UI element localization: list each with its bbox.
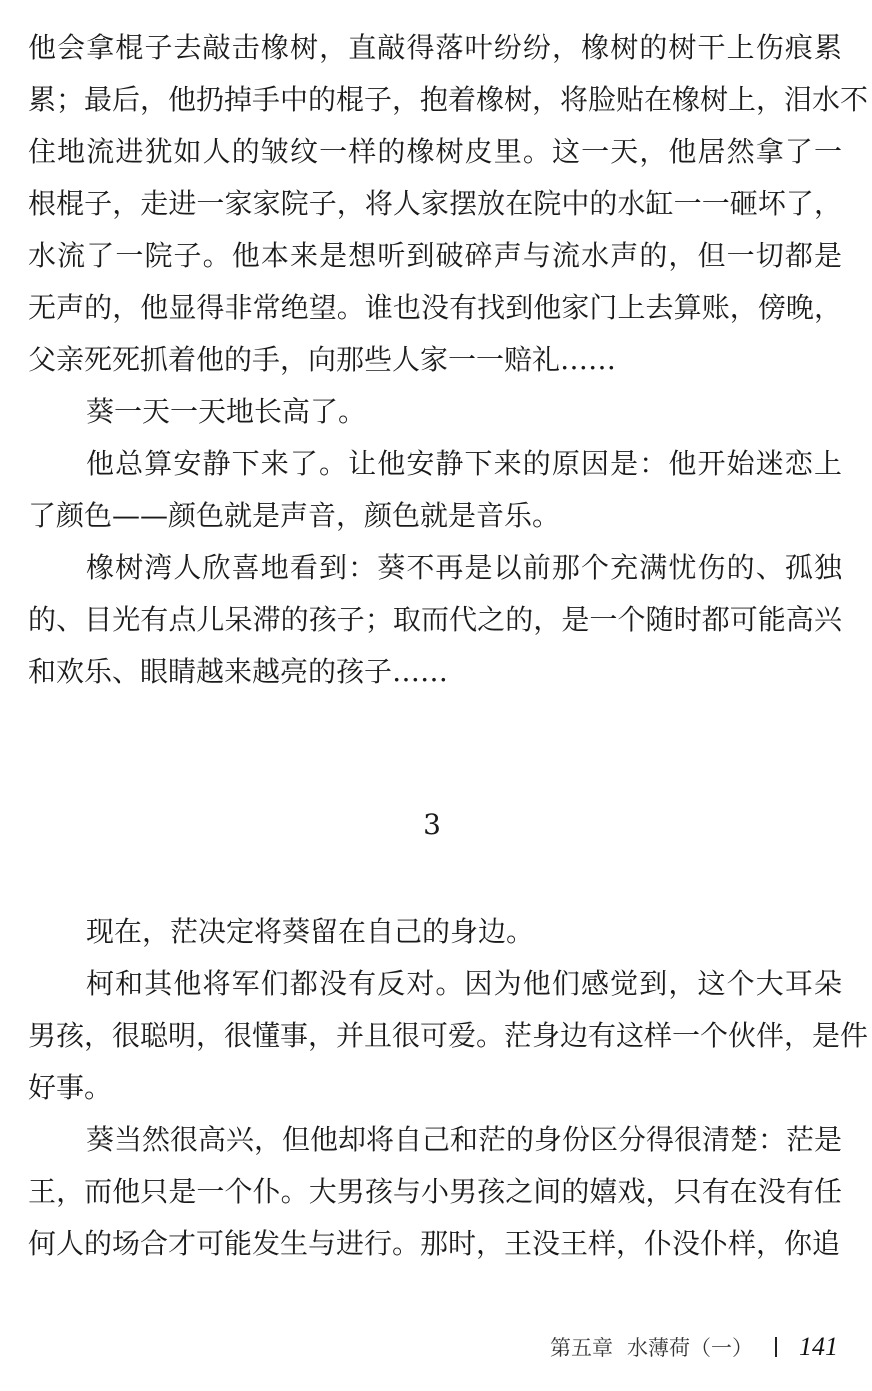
section-number: 3 [423, 808, 441, 841]
text-line: 水流了一院子。他本来是想听到破碎声与流水声的，但一切都是 [28, 239, 842, 272]
text-line: 他总算安静下来了。让他安静下来的原因是：他开始迷恋上 [86, 447, 842, 480]
text-line: 根棍子，走进一家家院子，将人家摆放在院中的水缸一一砸坏了， [28, 187, 842, 220]
text-line: 葵一天一天地长高了。 [86, 395, 367, 428]
text-line: 何人的场合才可能发生与进行。那时，王没王样，仆没仆样，你追 [28, 1227, 841, 1260]
text-line: 无声的，他显得非常绝望。谁也没有找到他家门上去算账，傍晚， [28, 291, 842, 324]
page-number: 141 [799, 1332, 838, 1361]
text-line: 橡树湾人欣喜地看到：葵不再是以前那个充满忧伤的、孤独 [86, 551, 842, 584]
section-1-body [28, 22, 869, 698]
text-line: 父亲死死抓着他的手，向那些人家一一赔礼…… [28, 343, 617, 376]
chapter-title: 水薄荷（一） [627, 1336, 753, 1360]
text-line: 王，而他只是一个仆。大男孩与小男孩之间的嬉戏，只有在没有任 [28, 1175, 842, 1208]
text-line: 好事。 [28, 1071, 113, 1104]
page-footer [550, 1332, 838, 1362]
text-line: 的、目光有点儿呆滞的孩子；取而代之的，是一个随时都可能高兴 [28, 603, 842, 636]
text-line: 和欢乐、眼睛越来越亮的孩子…… [28, 655, 449, 688]
text-line: 葵当然很高兴，但他却将自己和茫的身份区分得很清楚：茫是 [86, 1123, 843, 1156]
text-line: 他会拿棍子去敲击橡树，直敲得落叶纷纷，橡树的树干上伤痕累 [28, 31, 842, 64]
text-line: 现在，茫决定将葵留在自己的身边。 [86, 915, 535, 948]
text-line: 男孩，很聪明，很懂事，并且很可爱。茫身边有这样一个伙伴，是件 [28, 1019, 869, 1052]
chapter-label: 第五章 [550, 1336, 613, 1360]
footer-separator [775, 1337, 777, 1357]
text-line: 住地流进犹如人的皱纹一样的橡树皮里。这一天，他居然拿了一 [28, 135, 842, 168]
text-line: 累；最后，他扔掉手中的棍子，抱着橡树，将脸贴在橡树上，泪水不 [28, 83, 869, 116]
section-2-body [28, 906, 869, 1270]
text-line: 了颜色——颜色就是声音，颜色就是音乐。 [28, 499, 561, 532]
text-line: 柯和其他将军们都没有反对。因为他们感觉到，这个大耳朵 [86, 967, 842, 1000]
